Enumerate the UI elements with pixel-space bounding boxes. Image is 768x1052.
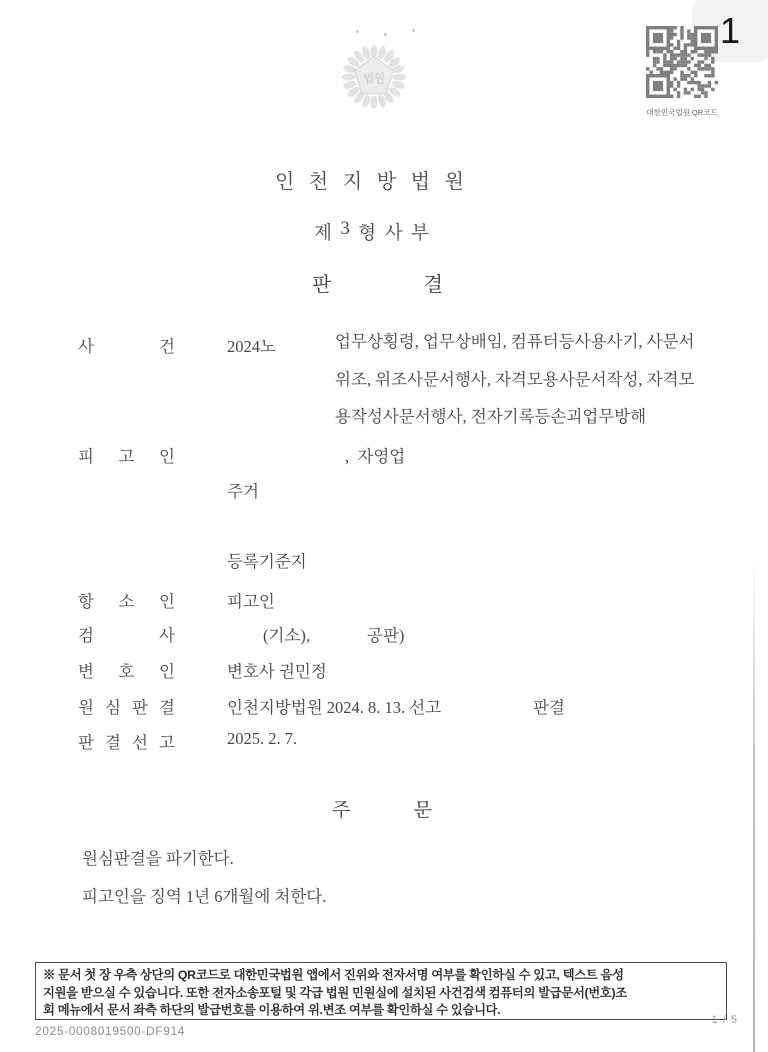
sentencing-date-label: 판 결 선 고 <box>78 733 175 752</box>
disposition-line: 피고인을 징역 1년 6개월에 처한다. <box>82 887 327 906</box>
court-seal-icon <box>338 41 410 113</box>
scan-speck <box>384 33 387 36</box>
charges-line: 위조, 위조사문서행사, 자격모용사문서작성, 자격모 <box>335 369 695 389</box>
case-label: 사 건 <box>78 337 175 356</box>
appellant-value: 피고인 <box>227 592 275 611</box>
disposition-title: 주 문 <box>332 800 432 821</box>
page-indicator: 1 / 5 <box>711 1014 738 1026</box>
charges-line: 용작성사문서행사, 전자기록등손괴업무방해 <box>335 407 647 426</box>
qr-block <box>644 26 720 118</box>
prosecutor-label: 검 사 <box>78 626 175 645</box>
judgment-title: 판 결 <box>312 274 443 296</box>
registry-label: 등록기준지 <box>227 552 307 571</box>
notice-line: 지원을 받으실 수 있습니다. 또한 전자소송포털 및 각급 법원 민원실에 설치된 사건검색 컴퓨터의 발급문서(번호)조 <box>43 985 627 1000</box>
lower-court-value-suffix: 판결 <box>533 698 565 717</box>
scan-speck <box>412 29 415 32</box>
case-number: 2024노 <box>227 337 276 356</box>
svg-text:법원: 법원 <box>362 72 386 85</box>
residence-label: 주거 <box>227 482 259 501</box>
defendant-value: , 자영업 <box>345 447 406 466</box>
division-name: 제 3 형 사 부 <box>314 219 429 244</box>
sentencing-date-value: 2025. 2. 7. <box>227 729 298 748</box>
prosecutor-value-indictment: (기소), <box>263 626 310 645</box>
scan-speck <box>356 30 359 33</box>
defendant-label: 피 고 인 <box>78 447 175 466</box>
issuance-number: 2025-0008019500-DF914 <box>35 1024 186 1038</box>
prosecutor-value-trial: 공판) <box>367 626 405 645</box>
lower-court-value: 인천지방법원 2024. 8. 13. 선고 <box>227 698 442 717</box>
qr-caption: 대한민국법원 QR코드 <box>646 108 718 117</box>
counsel-value: 변호사 권민정 <box>227 662 327 681</box>
page-number-badge-label: 1 <box>719 10 740 51</box>
qr-code-icon <box>646 26 718 98</box>
charges-text <box>335 332 694 445</box>
disposition-line: 원심판결을 파기한다. <box>82 849 234 868</box>
appellant-label: 항 소 인 <box>78 592 175 611</box>
notice-line: ※ 문서 첫 장 우측 상단의 QR코드로 대한민국법원 앱에서 진위와 전자서명 여부를 확인하실 수 있고, 텍스트 음성 <box>43 968 624 982</box>
charges-line: 업무상횡령, 업무상배임, 컴퓨터등사용사기, 사문서 <box>335 332 695 351</box>
counsel-label: 변 호 인 <box>78 662 175 681</box>
lower-court-label: 원 심 판 결 <box>78 698 175 717</box>
court-name: 인 천 지 방 법 원 <box>275 171 464 193</box>
notice-line: 회 메뉴에서 문서 좌측 하단의 발급번호를 이용하여 위.변조 여부를 확인하실 수 있습니다. <box>43 1003 501 1017</box>
scan-edge-artifact <box>753 555 755 1052</box>
verification-notice-box <box>35 962 727 1020</box>
